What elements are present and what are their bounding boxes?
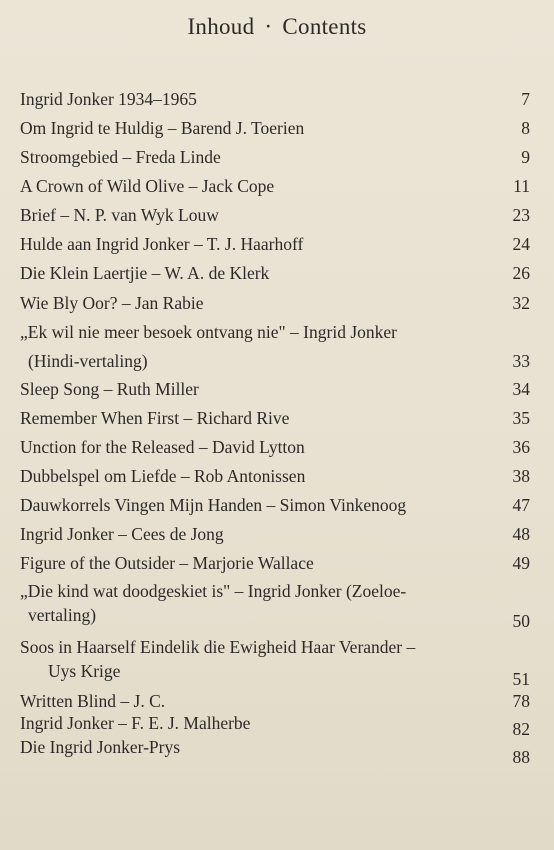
toc-entry-page: 82 — [512, 719, 530, 739]
contents-heading — [0, 14, 554, 40]
toc-entry-page: 32 — [512, 293, 530, 313]
toc-entry-page: 26 — [512, 263, 530, 283]
toc-entry-title: Ingrid Jonker – F. E. J. Malherbe — [20, 713, 251, 733]
toc-entry-title: Dauwkorrels Vingen Mijn Handen – Simon Vinkenoog — [20, 495, 407, 515]
toc-entry-page: 33 — [512, 351, 530, 371]
toc-entry-title: Unction for the Released – David Lytton — [20, 437, 305, 457]
toc-entry-page: 35 — [512, 408, 530, 428]
toc-entry-title: Stroomgebied – Freda Linde — [20, 147, 221, 167]
toc-entry-title: „Ek wil nie meer besoek ontvang nie" – Ingrid Jonker — [20, 322, 397, 342]
toc-entry-title: Die Klein Laertjie – W. A. de Klerk — [20, 263, 270, 283]
heading-english: Contents — [282, 14, 367, 39]
toc-entry-page: 9 — [521, 147, 530, 167]
toc-entry-title: A Crown of Wild Olive – Jack Cope — [20, 176, 275, 196]
toc-entry-title: Remember When First – Richard Rive — [20, 408, 290, 428]
toc-entry-title-continued: vertaling) — [28, 605, 97, 625]
toc-entry-page: 48 — [512, 524, 530, 544]
toc-entry-title: Sleep Song – Ruth Miller — [20, 379, 199, 399]
toc-entry-page: 49 — [512, 553, 530, 573]
toc-entry-page: 78 — [512, 691, 530, 711]
toc-entry-title: Die Ingrid Jonker-Prys — [20, 737, 181, 757]
toc-entry-page: 47 — [512, 495, 530, 515]
toc-entry-title: Hulde aan Ingrid Jonker – T. J. Haarhoff — [20, 234, 304, 254]
toc-entry-title: „Die kind wat doodgeskiet is" – Ingrid Jonker (Zoeloe- — [20, 581, 407, 601]
toc-entry-page: 88 — [512, 747, 530, 767]
toc-entry-page: 36 — [512, 437, 530, 457]
toc-entry-page: 34 — [512, 379, 530, 399]
toc-entry-page: 23 — [512, 205, 530, 225]
toc-entry-title-continued: Uys Krige — [48, 661, 121, 681]
toc-entry-page: 51 — [512, 669, 530, 689]
toc-entry-page: 38 — [512, 466, 530, 486]
toc-entry-title: Ingrid Jonker – Cees de Jong — [20, 524, 224, 544]
toc-entry-title: Om Ingrid te Huldig – Barend J. Toerien — [20, 118, 305, 138]
toc-entry-title: Dubbelspel om Liefde – Rob Antonissen — [20, 466, 306, 486]
toc-entry-title: Soos in Haarself Eindelik die Ewigheid Haar Verander – — [20, 637, 416, 657]
toc-entry-title-continued: (Hindi-vertaling) — [28, 351, 148, 371]
toc-entry-title: Written Blind – J. C. — [20, 691, 166, 711]
heading-separator: · — [264, 14, 273, 39]
toc-entry-page: 8 — [521, 118, 530, 138]
toc-entry-page: 24 — [512, 234, 530, 254]
toc-entry-title: Ingrid Jonker 1934–1965 — [20, 89, 197, 109]
toc-entry-page: 11 — [513, 176, 530, 196]
toc-entry-title: Brief – N. P. van Wyk Louw — [20, 205, 219, 225]
toc-entry-title: Wie Bly Oor? – Jan Rabie — [20, 293, 204, 313]
toc-entry-page: 50 — [512, 611, 530, 631]
toc-entry-page: 7 — [521, 89, 530, 109]
heading-afrikaans: Inhoud — [187, 14, 255, 39]
toc-entry-title: Figure of the Outsider – Marjorie Wallace — [20, 553, 314, 573]
